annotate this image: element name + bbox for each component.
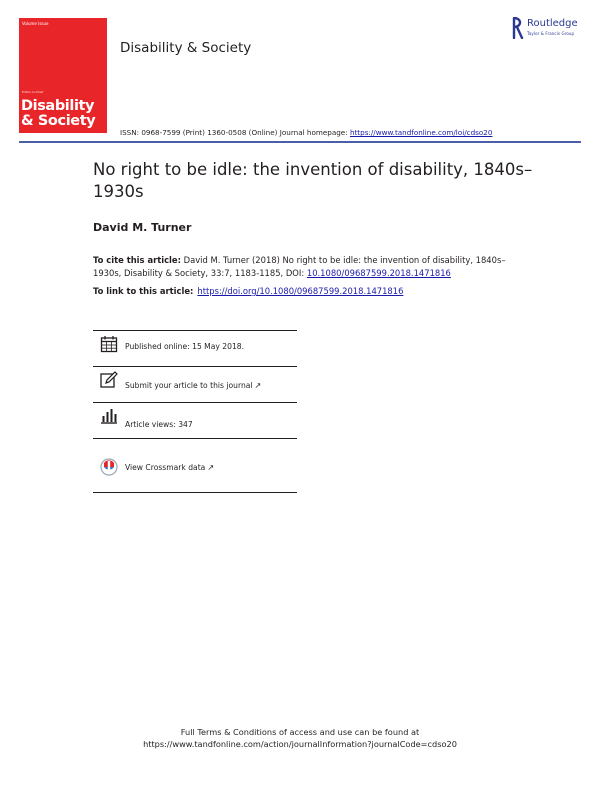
cover-editors: Editor-in-Chief (22, 90, 44, 94)
journal-name: Disability & Society (120, 40, 252, 56)
crossmark-link[interactable] (125, 463, 214, 472)
routledge-logo (512, 17, 592, 43)
link-to-article (93, 286, 403, 296)
article-title: No right to be idle: the invention of disability, 1840s–1930s (93, 160, 533, 201)
header-rule (19, 141, 581, 143)
bar-chart-icon (100, 407, 118, 425)
routledge-r-icon (512, 17, 524, 39)
article-views: Article views: 347 (125, 420, 193, 429)
article-url-link[interactable]: https://doi.org/10.1080/09687599.2018.1471816 (197, 286, 404, 296)
crossmark-icon (100, 458, 118, 476)
submit-label: Submit your article to this journal (125, 381, 253, 390)
submit-row[interactable] (93, 367, 297, 403)
published-row (93, 331, 297, 367)
edit-icon (100, 371, 118, 389)
views-row (93, 403, 297, 439)
info-divider (93, 492, 297, 493)
journal-homepage-link[interactable]: https://www.tandfonline.com/loi/cdso20 (349, 128, 493, 137)
cite-label: To cite this article: (93, 255, 181, 265)
article-author: David M. Turner (93, 221, 192, 234)
external-link-icon: ↗ (254, 381, 262, 390)
submit-article-link[interactable] (125, 381, 261, 390)
link-label: To link to this article: (93, 286, 194, 296)
citation (93, 254, 513, 280)
cover-title (21, 99, 107, 129)
cover-title-line2: & Society (21, 113, 96, 129)
footer-terms-link[interactable]: https://www.tandfonline.com/action/journalInformation?journalCode=cdso20 (143, 739, 457, 749)
crossmark-row[interactable] (93, 439, 297, 493)
footer-terms: Full Terms & Conditions of access and use can be found at (180, 727, 420, 737)
footer (0, 726, 600, 750)
doi-link[interactable]: 10.1080/09687599.2018.1471816 (306, 268, 451, 278)
issn-text: ISSN: 0968-7599 (Print) 1360-0508 (Online) Journal homepage: (120, 128, 350, 137)
published-date: Published online: 15 May 2018. (125, 342, 245, 351)
journal-cover (19, 18, 107, 133)
calendar-icon (100, 335, 118, 353)
publisher-name: Routledge (527, 18, 578, 29)
cover-volume: Volume Issue (22, 21, 49, 26)
crossmark-label: View Crossmark data (125, 463, 206, 472)
cover-title-line1: Disability (21, 98, 95, 114)
cite-text: David M. Turner (2018) No right to be idle: the invention of disability, 1840s–1930s, Disability & Society, 33:7, 1183-1185, DOI: (93, 255, 506, 278)
issn-line (120, 128, 492, 137)
publisher-subtitle: Taylor & Francis Group (527, 31, 575, 36)
external-link-icon: ↗ (207, 463, 215, 472)
